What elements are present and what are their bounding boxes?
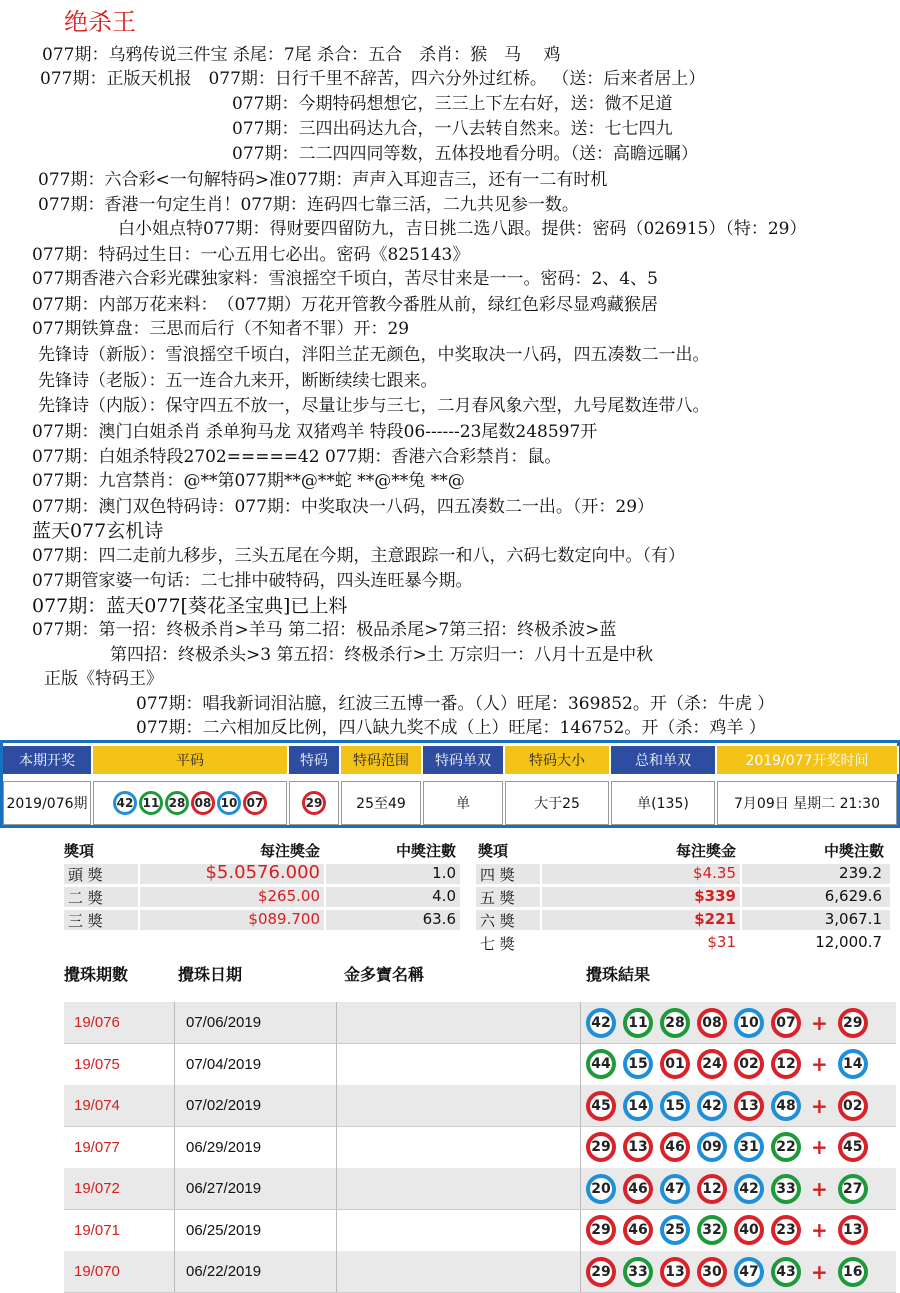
prize-name: 七 獎 xyxy=(480,935,515,953)
prize-header: 每注獎金 xyxy=(675,842,736,860)
history-header: 攪珠期數 xyxy=(64,965,129,984)
banner-draw-time: 7月09日 星期二 21:30 xyxy=(717,781,897,825)
column-divider xyxy=(580,1002,581,1043)
column-divider xyxy=(336,1127,337,1168)
history-balls xyxy=(586,1044,875,1085)
lottery-ball: 11 xyxy=(139,791,163,815)
history-date: 06/25/2019 xyxy=(186,1221,262,1239)
lottery-ball: 13 xyxy=(623,1132,653,1162)
banner-header-cell: 平码 xyxy=(93,746,289,774)
prize-name: 六 獎 xyxy=(480,912,515,930)
lottery-ball: 24 xyxy=(697,1049,727,1079)
lottery-ball: 43 xyxy=(771,1257,801,1287)
lottery-ball: 01 xyxy=(660,1049,690,1079)
prize-header: 每注獎金 xyxy=(259,842,320,860)
special-ball: 29 xyxy=(302,791,326,815)
history-balls xyxy=(586,1251,875,1292)
lottery-ball: 32 xyxy=(697,1215,727,1245)
prediction-line: 077期：九宫禁肖：@**第077期**@**蛇 **@**兔 **@ xyxy=(32,471,465,491)
prize-name: 頭 獎 xyxy=(68,866,103,884)
lottery-ball: 33 xyxy=(771,1174,801,1204)
column-divider xyxy=(580,1251,581,1292)
banner-header-cell: 总和单双 xyxy=(611,746,717,774)
column-divider xyxy=(580,1168,581,1209)
plus-icon: + xyxy=(811,1135,828,1159)
column-divider xyxy=(174,1044,175,1085)
history-row xyxy=(64,1210,896,1252)
prediction-line: 077期：六合彩<一句解特码>准077期：声声入耳迎吉三，还有一二有时机 xyxy=(38,170,608,190)
column-divider xyxy=(580,1210,581,1251)
history-date: 06/27/2019 xyxy=(186,1180,262,1197)
column-divider xyxy=(336,1085,337,1126)
prediction-line: 077期：澳门白姐杀肖 杀单狗马龙 双猪鸡羊 特段06------23尾数248597开 xyxy=(32,422,598,442)
prize-count: 4.0 xyxy=(432,887,456,905)
lottery-ball: 47 xyxy=(660,1174,690,1204)
lottery-ball: 12 xyxy=(697,1174,727,1204)
prize-money: $221 xyxy=(694,910,736,928)
history-row xyxy=(64,1002,896,1044)
special-ball: 02 xyxy=(838,1091,868,1121)
history-header: 攪珠結果 xyxy=(586,965,651,984)
lottery-ball: 28 xyxy=(660,1008,690,1038)
prize-table xyxy=(0,836,900,956)
lottery-ball: 15 xyxy=(623,1049,653,1079)
prediction-line: 077期：二二四四同等数，五体投地看分明。（送：高瞻远瞩） xyxy=(232,144,698,164)
prediction-line: 先锋诗（内版）：保守四五不放一，尽量让步与三七，二月春风象六型，九号尾数连带八。 xyxy=(38,396,710,416)
prize-count: 12,000.7 xyxy=(815,933,882,951)
plus-icon: + xyxy=(811,1010,828,1035)
column-divider xyxy=(580,1085,581,1126)
lottery-ball: 46 xyxy=(623,1215,653,1245)
banner-header-cell: 特码 xyxy=(289,746,341,774)
history-date: 06/22/2019 xyxy=(186,1263,262,1280)
prize-count: 1.0 xyxy=(432,864,456,882)
lottery-ball: 47 xyxy=(734,1257,764,1287)
prediction-line: 077期：内部万花来料： （077期）万花开管教今番胜从前，绿红色彩尽显鸡藏猴居 xyxy=(32,295,658,315)
column-divider xyxy=(174,1002,175,1043)
prediction-line: 077期香港六合彩光碟独家料：雪浪摇空千顷白，苦尽甘来是一一。密码：2、4、5 xyxy=(32,269,658,289)
column-divider xyxy=(174,1251,175,1292)
special-ball: 29 xyxy=(838,1008,868,1038)
lottery-ball: 23 xyxy=(771,1215,801,1245)
lottery-ball: 45 xyxy=(586,1091,616,1121)
column-divider xyxy=(336,1044,337,1085)
prediction-line: 077期：第一招：终极杀肖>羊马 第二招：极品杀尾>7第三招：终极杀波>蓝 xyxy=(32,620,617,640)
lottery-ball: 33 xyxy=(623,1257,653,1287)
column-divider xyxy=(174,1168,175,1209)
history-row xyxy=(64,1127,896,1169)
special-ball: 14 xyxy=(838,1049,868,1079)
prize-name: 三 獎 xyxy=(68,912,103,930)
special-ball: 45 xyxy=(838,1132,868,1162)
prediction-line: 077期：乌鸦传说三件宝 杀尾：7尾 杀合：五合 杀肖：猴 马 鸡 xyxy=(42,45,561,65)
lottery-ball: 31 xyxy=(734,1132,764,1162)
lottery-ball: 07 xyxy=(771,1008,801,1038)
lottery-ball: 12 xyxy=(771,1049,801,1079)
lottery-ball: 08 xyxy=(191,791,215,815)
banner-oddeven: 单 xyxy=(423,781,503,825)
prize-count: 3,067.1 xyxy=(824,910,882,928)
history-period: 19/077 xyxy=(74,1138,120,1156)
history-balls xyxy=(586,1085,875,1126)
special-ball: 27 xyxy=(838,1174,868,1204)
lottery-ball: 29 xyxy=(586,1215,616,1245)
history-row xyxy=(64,1251,896,1293)
history-balls xyxy=(586,1168,875,1209)
lottery-ball: 28 xyxy=(165,791,189,815)
column-divider xyxy=(336,1002,337,1043)
lottery-ball: 44 xyxy=(586,1049,616,1079)
history-period: 19/074 xyxy=(74,1097,120,1114)
prize-money: $265.00 xyxy=(257,887,320,905)
banner-header-cell: 特码范围 xyxy=(341,746,423,774)
prize-money: $339 xyxy=(694,887,736,905)
prize-count: 63.6 xyxy=(422,910,456,928)
special-ball: 16 xyxy=(838,1257,868,1287)
prize-count: 6,629.6 xyxy=(824,887,882,905)
prediction-line: 先锋诗（新版）：雪浪摇空千顷白，泮阳兰芷无颜色，中奖取决一八码，四五凑数二一出。 xyxy=(38,345,710,365)
lottery-ball: 29 xyxy=(586,1257,616,1287)
prediction-line: 077期：唱我新词泪沾臆，红波三五博一番。（人）旺尾：369852。开（杀：牛虎 ） xyxy=(136,694,775,714)
banner-special-ball xyxy=(289,781,339,825)
history-date: 07/06/2019 xyxy=(186,1014,262,1031)
prediction-line: 077期：特码过生日：一心五用七必出。密码《825143》 xyxy=(32,245,470,265)
prize-name: 五 獎 xyxy=(480,889,515,907)
history-balls xyxy=(586,1127,875,1168)
column-divider xyxy=(336,1210,337,1251)
banner-header-cell: 特码单双 xyxy=(423,746,505,774)
lottery-ball: 08 xyxy=(697,1008,727,1038)
column-divider xyxy=(174,1085,175,1126)
prediction-line: 077期：白姐杀特段2702=====42 077期：香港六合彩禁肖：鼠。 xyxy=(32,447,562,467)
lottery-ball: 11 xyxy=(623,1008,653,1038)
history-header: 攪珠日期 xyxy=(178,965,243,984)
lottery-ball: 46 xyxy=(660,1132,690,1162)
page-title: 绝杀王 xyxy=(64,8,136,36)
history-period: 19/075 xyxy=(74,1055,120,1073)
prediction-line: 白小姐点特077期：得财要四留防九，吉日挑二选八跟。提供：密码（026915）（特：29） xyxy=(118,219,807,239)
history-date: 06/29/2019 xyxy=(186,1138,262,1156)
lottery-ball: 10 xyxy=(217,791,241,815)
banner-sum: 单(135) xyxy=(611,781,715,825)
prediction-line: 077期铁算盘：三思而后行（不知者不罪）开：29 xyxy=(32,319,410,339)
lottery-ball: 42 xyxy=(586,1008,616,1038)
banner-header-cell: 本期开奖 xyxy=(3,746,93,774)
history-period: 19/071 xyxy=(74,1221,120,1239)
prize-money: $31 xyxy=(707,933,736,951)
history-balls xyxy=(586,1002,875,1043)
prize-money: $089.700 xyxy=(248,910,320,928)
history-period: 19/072 xyxy=(74,1180,120,1197)
history-header: 金多寶名稱 xyxy=(344,965,425,984)
lottery-ball: 02 xyxy=(734,1049,764,1079)
banner-range: 25至49 xyxy=(341,781,421,825)
lottery-ball: 14 xyxy=(623,1091,653,1121)
prize-count: 239.2 xyxy=(839,864,882,882)
history-period: 19/070 xyxy=(74,1263,120,1280)
lottery-ball: 30 xyxy=(697,1257,727,1287)
prediction-line: 077期：二六相加反比例，四八缺九奖不成（上）旺尾：146752。开（杀：鸡羊 ） xyxy=(136,718,766,738)
prize-header: 獎項 xyxy=(64,842,95,860)
history-row xyxy=(64,1044,896,1086)
prediction-line: 正版《特码王》 xyxy=(44,669,163,689)
banner-size: 大于25 xyxy=(505,781,609,825)
column-divider xyxy=(580,1127,581,1168)
column-divider xyxy=(174,1210,175,1251)
lottery-ball: 46 xyxy=(623,1174,653,1204)
lottery-ball: 10 xyxy=(734,1008,764,1038)
plus-icon: + xyxy=(811,1176,828,1201)
prize-header: 中獎注數 xyxy=(395,842,456,860)
plus-icon: + xyxy=(811,1052,828,1076)
banner-normal-balls xyxy=(93,781,287,825)
prediction-line: 077期：正版天机报 077期：日行千里不辞苦，四六分外过红桥。 （送：后来者居上） xyxy=(40,69,706,89)
prize-header: 獎項 xyxy=(478,842,509,860)
column-divider xyxy=(336,1168,337,1209)
prediction-line: 第四招：终极杀头>3 第五招：终极杀行>土 万宗归一：八月十五是中秋 xyxy=(110,645,654,665)
banner-period: 2019/076期 xyxy=(3,781,91,825)
lottery-ball: 13 xyxy=(660,1257,690,1287)
prediction-line: 077期管家婆一句话：二七排中破特码，四头连旺暴今期。 xyxy=(32,571,473,591)
lottery-ball: 29 xyxy=(586,1132,616,1162)
banner-header-row xyxy=(3,746,899,774)
lottery-ball: 13 xyxy=(734,1091,764,1121)
prediction-line: 077期：香港一句定生肖！077期：连码四七靠三活，二九共见参一数。 xyxy=(38,195,579,215)
draw-result-banner xyxy=(0,740,900,828)
plus-icon: + xyxy=(811,1259,828,1284)
prediction-line: 077期：澳门双色特码诗：077期：中奖取决一八码，四五凑数二一出。（开：29） xyxy=(32,497,655,517)
plus-icon: + xyxy=(811,1218,828,1242)
plus-icon: + xyxy=(811,1093,828,1118)
lottery-ball: 25 xyxy=(660,1215,690,1245)
prediction-line: 蓝天077玄机诗 xyxy=(32,520,164,542)
special-ball: 13 xyxy=(838,1215,868,1245)
column-divider xyxy=(580,1044,581,1085)
history-row xyxy=(64,1085,896,1127)
lottery-ball: 42 xyxy=(113,791,137,815)
lottery-ball: 48 xyxy=(771,1091,801,1121)
lottery-ball: 20 xyxy=(586,1174,616,1204)
lottery-ball: 22 xyxy=(771,1132,801,1162)
history-balls xyxy=(586,1210,875,1251)
lottery-ball: 09 xyxy=(697,1132,727,1162)
history-period: 19/076 xyxy=(74,1014,120,1031)
history-date: 07/04/2019 xyxy=(186,1055,262,1073)
lottery-ball: 07 xyxy=(243,791,267,815)
prediction-line: 077期：四二走前九移步，三头五尾在今期，主意跟踪一和八，六码七数定向中。（有） xyxy=(32,546,685,566)
prediction-line: 077期：三四出码达九合，一八去转自然来。送：七七四九 xyxy=(232,119,673,139)
column-divider xyxy=(336,1251,337,1292)
lottery-ball: 15 xyxy=(660,1091,690,1121)
lottery-ball: 42 xyxy=(734,1174,764,1204)
lottery-ball: 40 xyxy=(734,1215,764,1245)
prediction-line: 先锋诗（老版）：五一连合九来开，断断续续七跟来。 xyxy=(38,371,438,391)
prize-name: 四 獎 xyxy=(480,866,515,884)
prediction-line: 077期：今期特码想想它，三三上下左右好，送：微不足道 xyxy=(232,94,673,114)
prize-header: 中獎注數 xyxy=(823,842,884,860)
banner-header-cell: 2019/077开奖时间 xyxy=(717,746,899,774)
prize-money: $4.35 xyxy=(693,864,736,882)
prediction-line: 077期：蓝天077[葵花圣宝典]已上料 xyxy=(32,595,348,617)
history-date: 07/02/2019 xyxy=(186,1097,262,1114)
banner-header-cell: 特码大小 xyxy=(505,746,611,774)
column-divider xyxy=(174,1127,175,1168)
prize-money: $5.0576.000 xyxy=(205,862,320,883)
history-row xyxy=(64,1168,896,1210)
lottery-ball: 42 xyxy=(697,1091,727,1121)
prize-name: 二 獎 xyxy=(68,889,103,907)
